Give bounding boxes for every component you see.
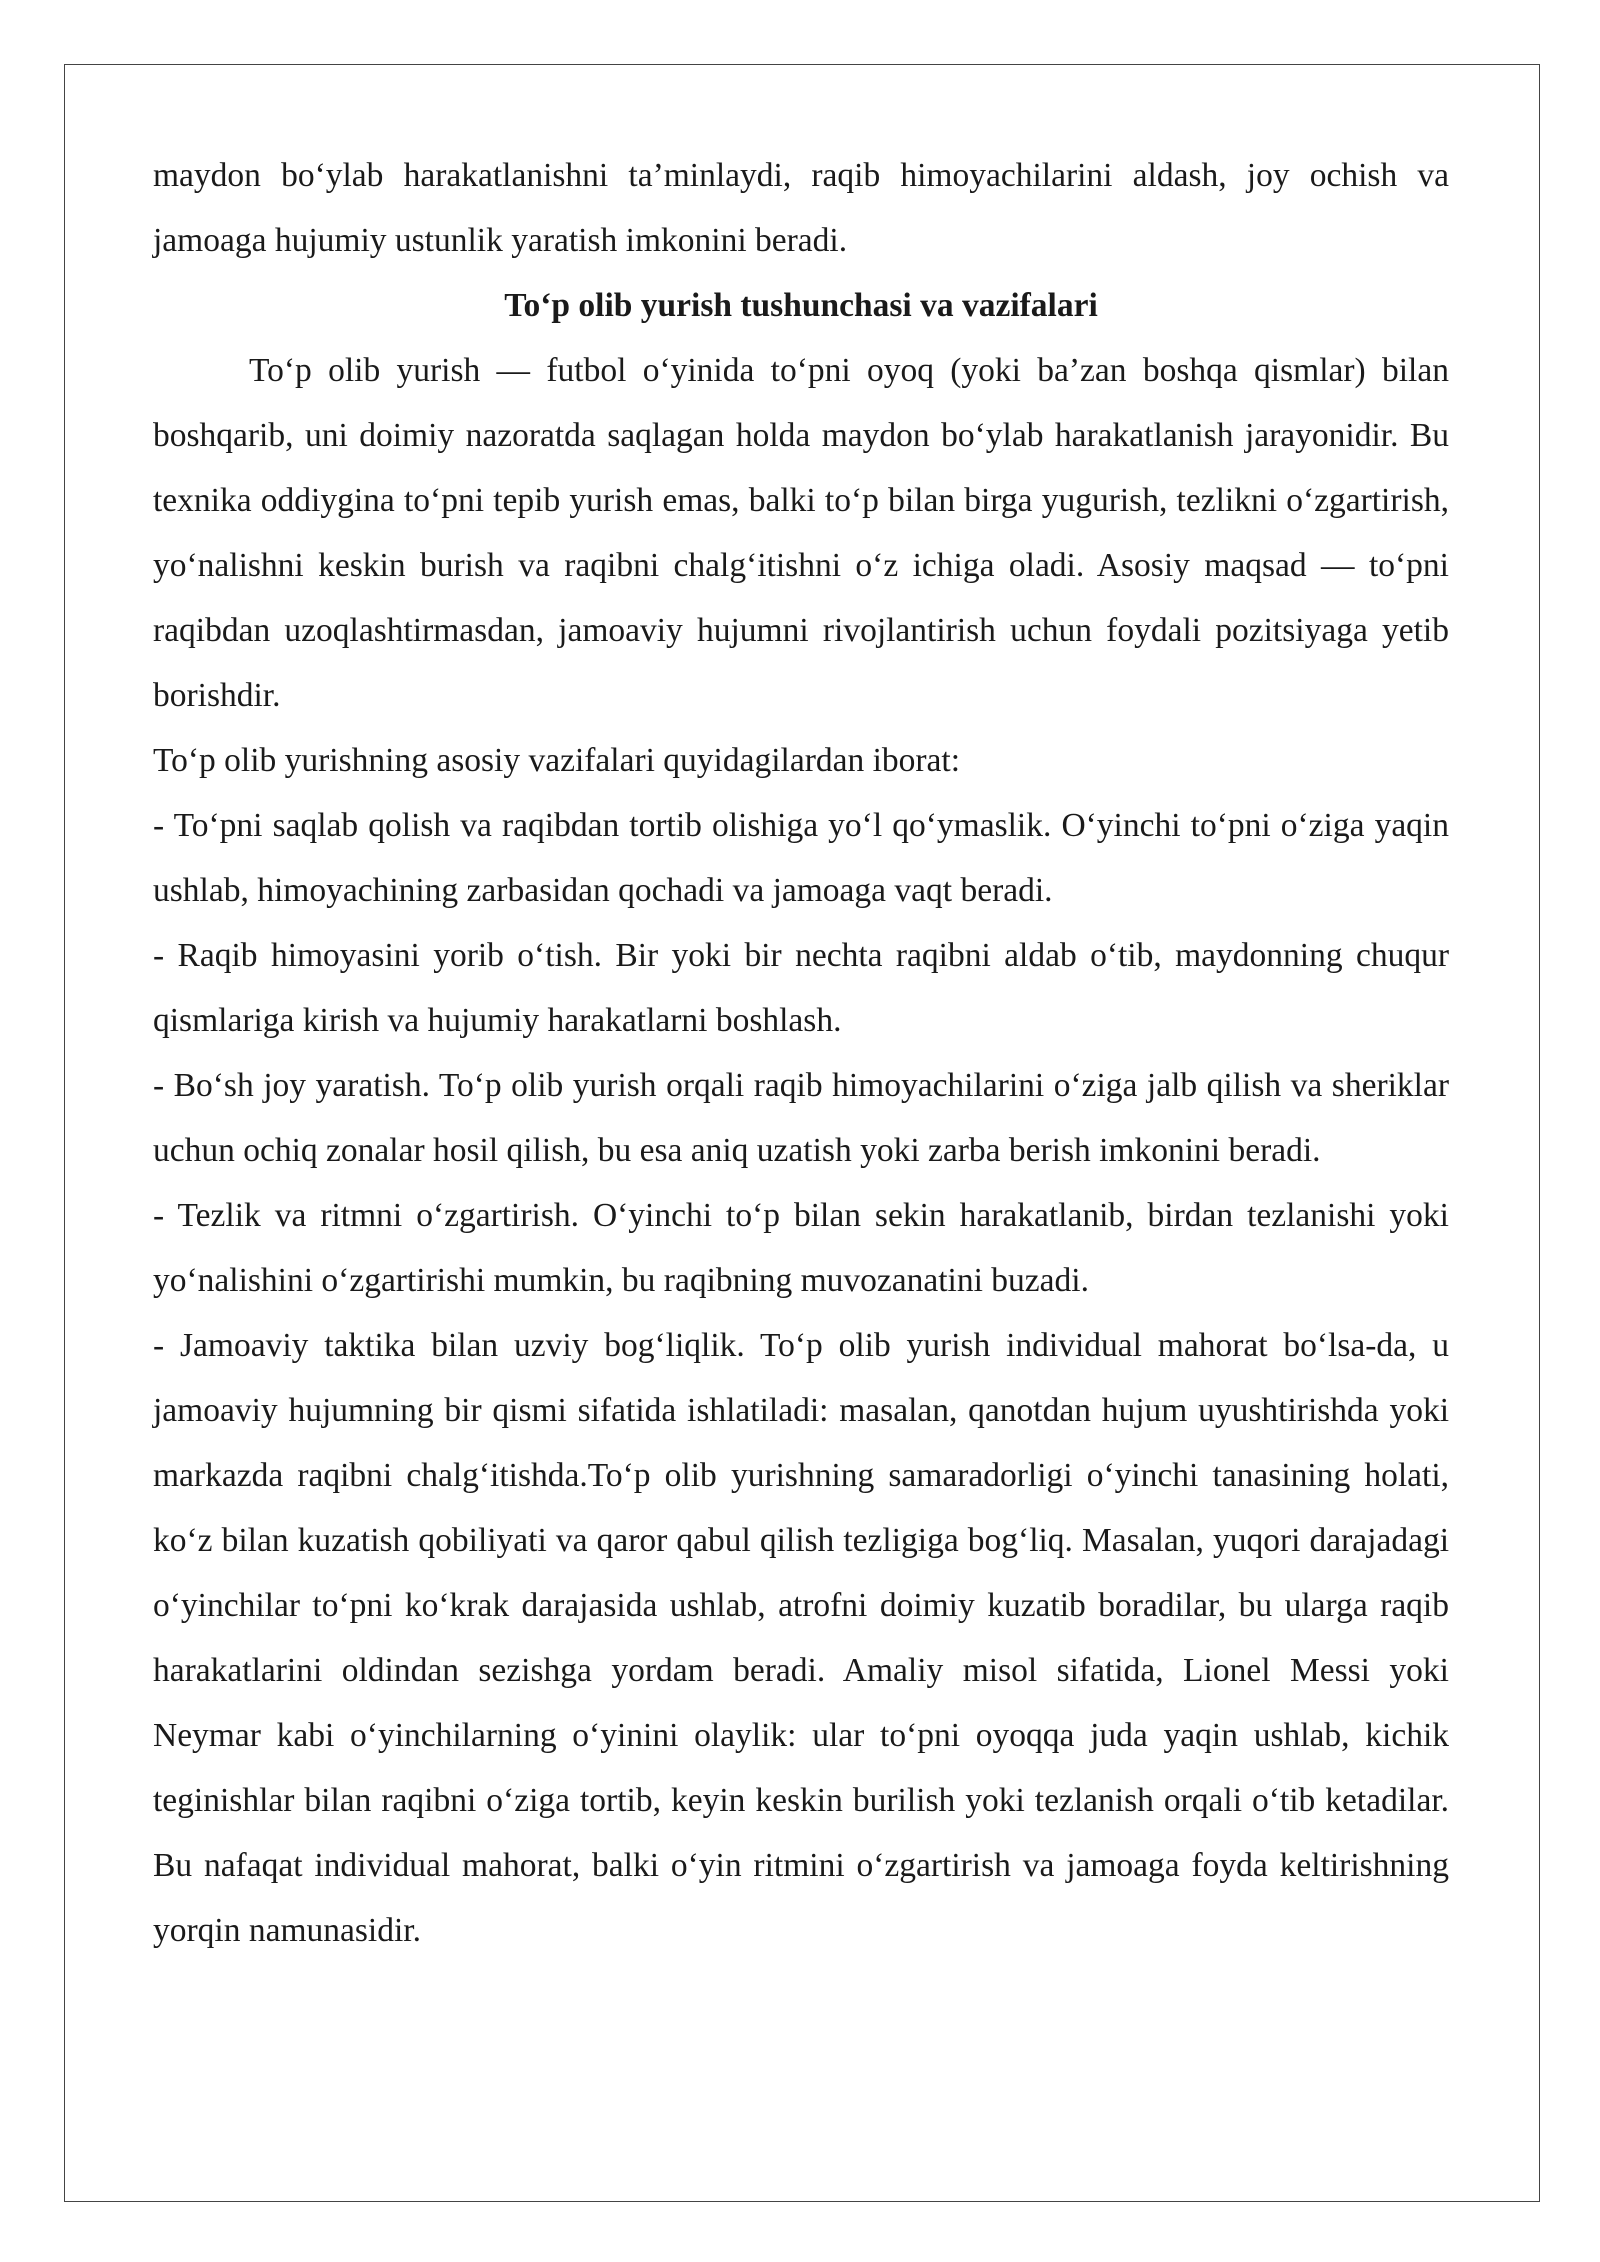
definition-paragraph: To‘p olib yurish — futbol o‘yinida to‘pni oyoq (yoki ba’zan boshqa qismlar) bilan boshqarib, uni doimiy nazoratda saqlagan holda maydon bo‘ylab harakatlanish jarayonidir. Bu texnika oddiygina to‘pni tepib yurish emas, balki to‘p bilan birga yugurish, tezlikni o‘zgartirish, yo‘nalishni keskin burish va raqibni chalg‘itishni o‘z ichiga oladi. Asosiy maqsad — to‘pni raqibdan uzoqlashtirmasdan, jamoaviy hujumni rivojlantirish uchun foydali pozitsiyaga yetib borishdir. <box>153 352 1449 714</box>
task-item-3: - Bo‘sh joy yaratish. To‘p olib yurish orqali raqib himoyachilarini o‘ziga jalb qilish va sheriklar uchun ochiq zonalar hosil qilish, bu esa aniq uzatish yoki zarba berish imkonini beradi. <box>153 1067 1449 1169</box>
document-body <box>153 143 1449 1963</box>
task-item-1: - To‘pni saqlab qolish va raqibdan tortib olishiga yo‘l qo‘ymaslik. O‘yinchi to‘pni o‘ziga yaqin ushlab, himoyachining zarbasidan qochadi va jamoaga vaqt beradi. <box>153 807 1449 909</box>
tasks-intro: To‘p olib yurishning asosiy vazifalari quyidagilardan iborat: <box>153 742 961 779</box>
task-item-2: - Raqib himoyasini yorib o‘tish. Bir yoki bir nechta raqibni aldab o‘tib, maydonning chuqur qismlariga kirish va hujumiy harakatlarni boshlash. <box>153 937 1449 1039</box>
section-heading: To‘p olib yurish tushunchasi va vazifalari <box>504 287 1098 324</box>
intro-paragraph: maydon bo‘ylab harakatlanishni ta’minlaydi, raqib himoyachilarini aldash, joy ochish va jamoaga hujumiy ustunlik yaratish imkonini beradi. <box>153 157 1449 259</box>
task-item-5: - Jamoaviy taktika bilan uzviy bog‘liqlik. To‘p olib yurish individual mahorat bo‘lsa-da, u jamoaviy hujumning bir qismi sifatida ishlatiladi: masalan, qanotdan hujum uyushtirishda yoki markazda raqibni chalg‘itishda.To‘p olib yurishning samaradorligi o‘yinchi tanasining holati, ko‘z bilan kuzatish qobiliyati va qaror qabul qilish tezligiga bog‘liq. Masalan, yuqori darajadagi o‘yinchilar to‘pni ko‘krak darajasida ushlab, atrofni doimiy kuzatib boradilar, bu ularga raqib harakatlarini oldindan sezishga yordam beradi. Amaliy misol sifatida, Lionel Messi yoki Neymar kabi o‘yinchilarning o‘yinini olaylik: ular to‘pni oyoqqa juda yaqin ushlab, kichik teginishlar bilan raqibni o‘ziga tortib, keyin keskin burilish yoki tezlanish orqali o‘tib ketadilar. Bu nafaqat individual mahorat, balki o‘yin ritmini o‘zgartirish va jamoaga foyda keltirishning yorqin namunasidir. <box>153 1327 1449 1949</box>
task-item-4: - Tezlik va ritmni o‘zgartirish. O‘yinchi to‘p bilan sekin harakatlanib, birdan tezlanishi yoki yo‘nalishini o‘zgartirishi mumkin, bu raqibning muvozanatini buzadi. <box>153 1197 1449 1299</box>
